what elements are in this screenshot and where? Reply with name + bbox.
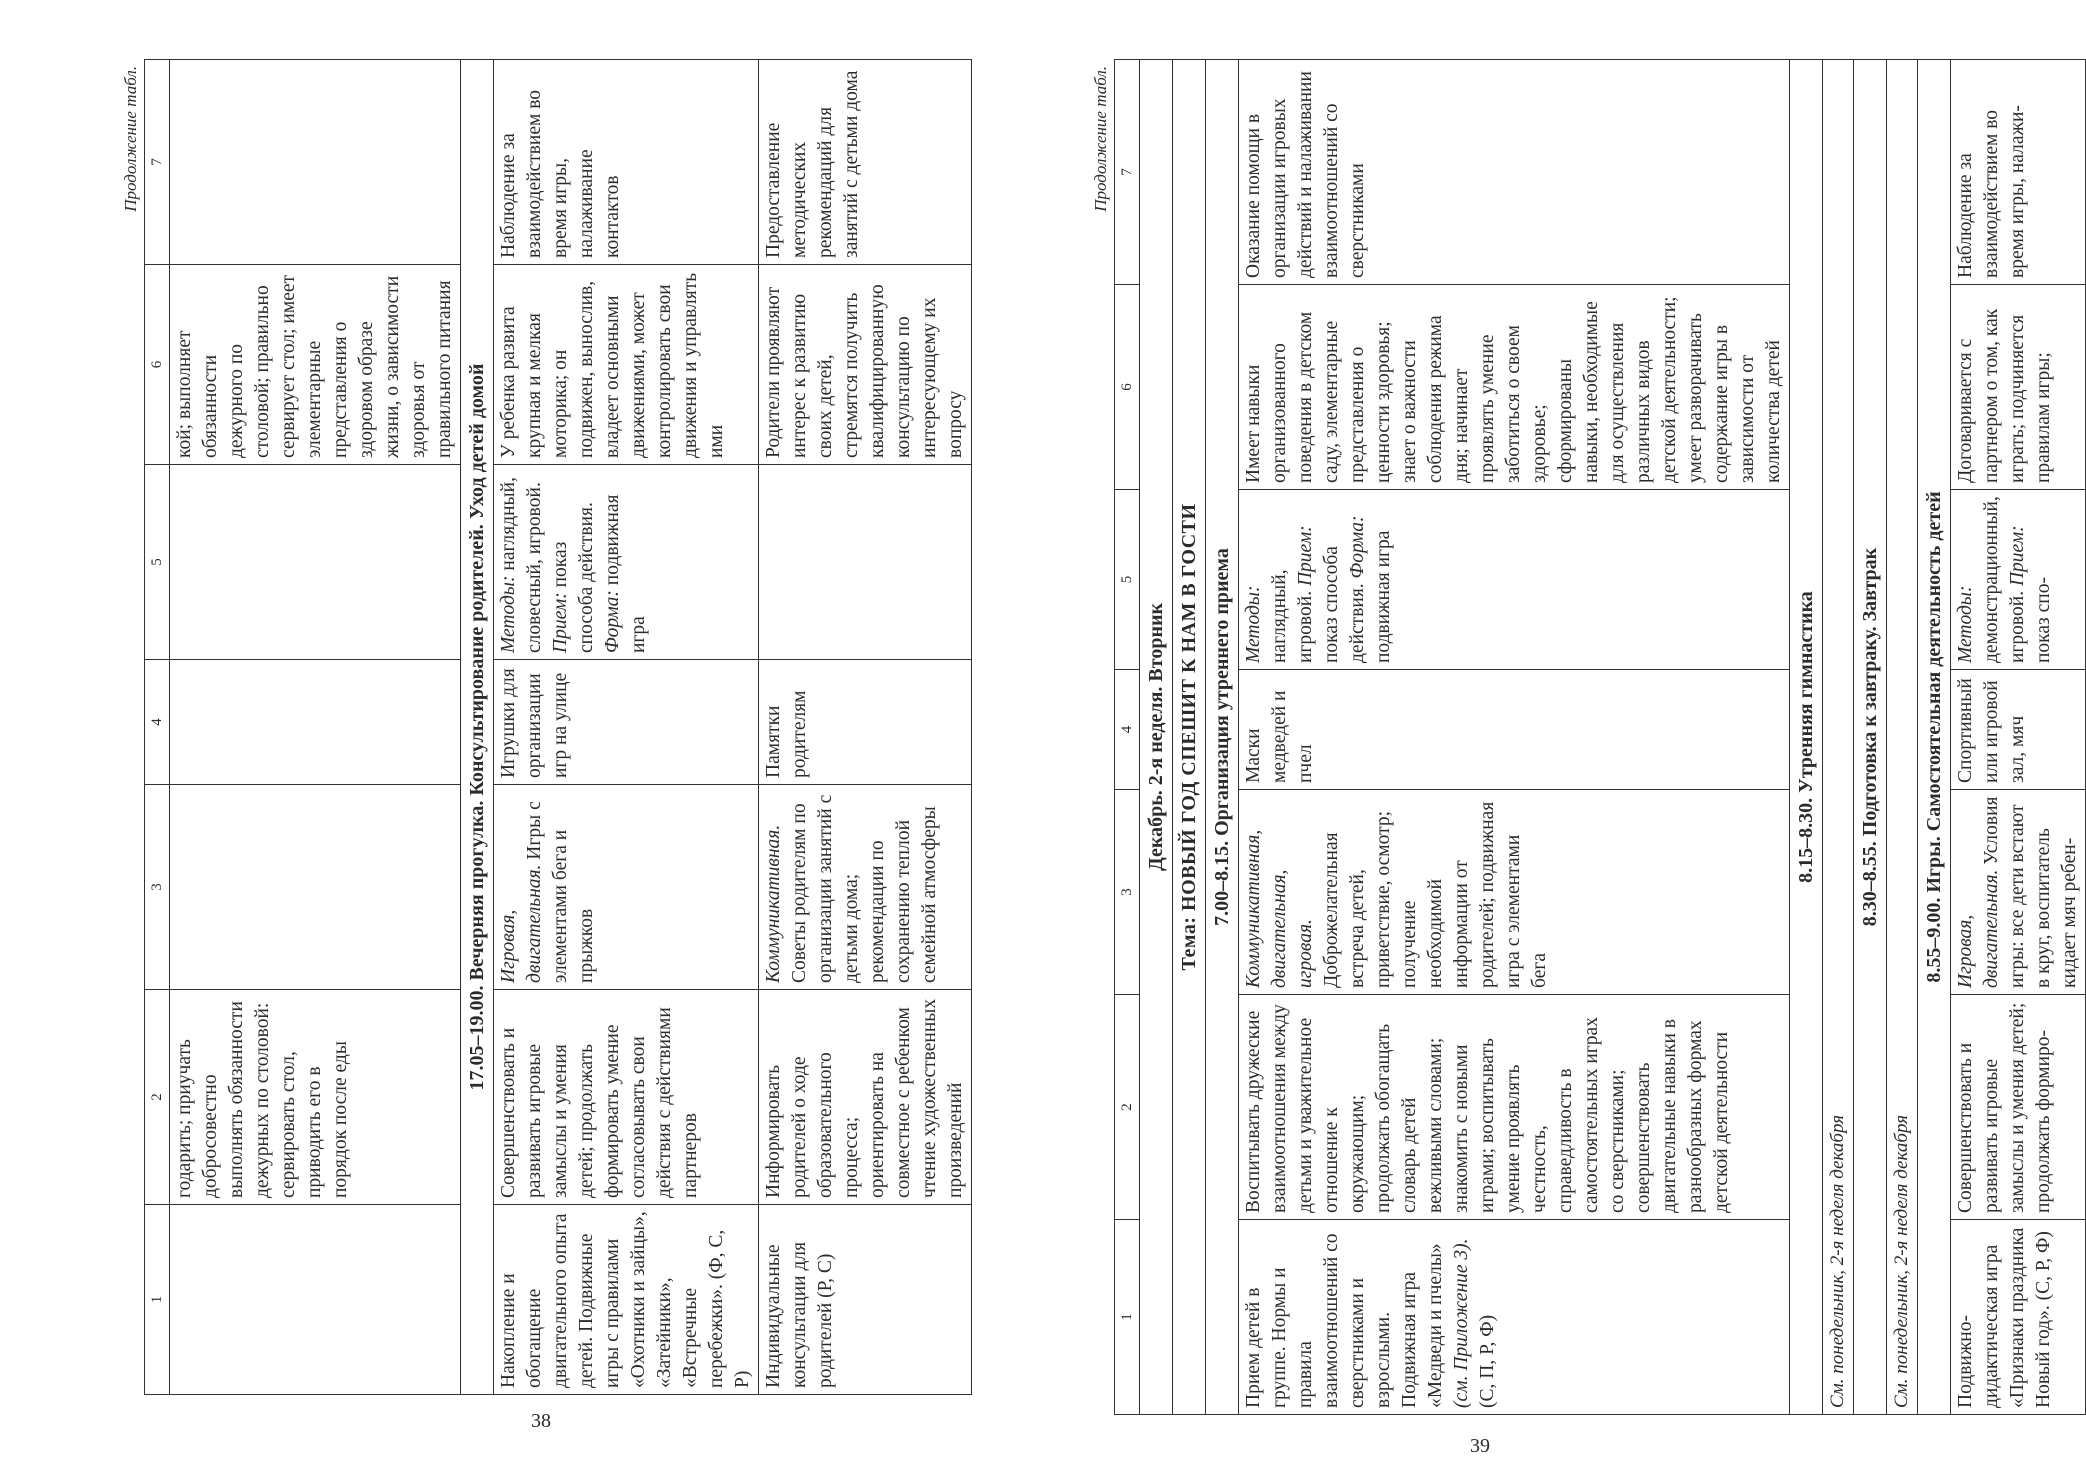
activity-text: Советы родителям по организации занятий с детьми дома; рекомендации по сохранению теплой семейной атмосферы [789, 794, 940, 983]
activity-type: Коммуникативная, двигательная, игровая. [1243, 829, 1316, 988]
cell-text: Прием детей в группе. Нормы и правила взаимоотношений со сверстниками и взрослыми. Подвижная игра «Медведи и пчелы» [1243, 1233, 1446, 1408]
section-title: 8.55–9.00. Игры. Самостоятельная деятельность детей [1918, 60, 1951, 1415]
theme-label: Тема: [1178, 916, 1200, 971]
methods-label: Методы: [1243, 585, 1264, 663]
appendix-ref: (см. Приложение 3). [1451, 1238, 1472, 1408]
week-header: Декабрь. 2-я неделя. Вторник [1140, 60, 1173, 1415]
cell [1239, 490, 1790, 670]
table-row [1951, 60, 2086, 1415]
form-text: подвижная игра [1373, 530, 1394, 663]
cell [759, 785, 972, 990]
page-left [0, 0, 1000, 1462]
activity-type: Игровая, двигательная. [1955, 869, 2002, 988]
theme-text: НОВЫЙ ГОД СПЕШИТ К НАМ В ГОСТИ [1178, 503, 1200, 911]
methods-text: демонстрационный, игровой. [1981, 496, 2028, 663]
continuation-label-right: Продолжение табл. [1091, 66, 1110, 212]
technique-label: Прием: [1295, 525, 1316, 587]
table-row [759, 60, 972, 1395]
cell [1239, 790, 1790, 995]
cell: Индивидуальные консультации для родителей (Р, С) [759, 1205, 972, 1395]
note-row [1887, 60, 1918, 1415]
cell [170, 785, 461, 990]
methods-label: Методы: [1955, 585, 1976, 663]
section-title: 8.15–8.30. Утренняя гимнастика [1790, 60, 1823, 1415]
technique-label: Прием: [550, 592, 571, 653]
section-title: 8.30–8.55. Подготовка к завтраку. Завтрак [1854, 60, 1887, 1415]
cell: Договаривается с партнером о том, как играть; подчиняется правилам игры; [1951, 285, 2086, 490]
col-num-2: 2 [1115, 995, 1140, 1220]
table-row [170, 60, 461, 1395]
page-number-right: 39 [1470, 1435, 1490, 1457]
note-row [1823, 60, 1854, 1415]
cell: Оказание помощи в организации игровых действий и налаживании взаимоотношений со сверстниками [1239, 60, 1790, 285]
technique-label: Прием: [2007, 525, 2028, 587]
see-also-note: См. понедельник, 2-я неделя декабря [1823, 60, 1854, 1415]
methods-label: Методы: [498, 575, 519, 653]
plan-table-right [1114, 59, 2086, 1415]
col-num-5: 5 [1115, 490, 1140, 670]
see-also-note: См. понедельник, 2-я неделя декабря [1887, 60, 1918, 1415]
section-row [1790, 60, 1823, 1415]
activity-text: Условия игры: все дети встают в круг, воспитатель кидает мяч ребен- [1981, 796, 2080, 988]
activity-type: Коммуникативная. [763, 824, 784, 983]
rotated-table-left [118, 60, 966, 1395]
cell: Совершенствовать и развивать игровые замыслы и умения детей; продолжать формировать умение согласовывать свои действия с действиями партнеров [494, 990, 759, 1205]
form-text: подвижная игра [602, 494, 649, 653]
col-num-5: 5 [145, 465, 170, 660]
technique-text: показ способа действия. [1321, 546, 1368, 663]
methods-text: наглядный, словесный, игровой. [498, 477, 545, 653]
cell [759, 465, 972, 660]
cell: Предоставление методических рекомендаций для занятий с детьми дома [759, 60, 972, 265]
page-right [1000, 0, 2080, 1462]
form-label: Форма: [602, 590, 623, 653]
cell [170, 60, 461, 265]
col-num-6: 6 [1115, 285, 1140, 490]
cell [170, 1205, 461, 1395]
cell: У ребенка развита крупная и мелкая моторика; он подвижен, вынослив, владеет основными движениями, может контролировать свои движения и управлять ими [494, 265, 759, 465]
cell: Наблюдение за взаимодействием во время игры, налажи- [1951, 60, 2086, 285]
cell: Спортивный или игровой зал, мяч [1951, 670, 2086, 790]
cell: Совершенствовать и развивать игровые замыслы и умения детей; продолжать формиро- [1951, 995, 2086, 1220]
table-row [494, 60, 759, 1395]
cell: Маски медведей и пчел [1239, 670, 1790, 790]
cell [170, 465, 461, 660]
cell [494, 465, 759, 660]
col-num-3: 3 [1115, 790, 1140, 995]
table-row [1239, 60, 1790, 1415]
col-num-6: 6 [145, 265, 170, 465]
cell [1951, 490, 2086, 670]
section-title: 7.00–8.15. Организация утреннего приема [1206, 60, 1239, 1415]
cell: Имеет навыки организованного поведения в детском саду, элементарные представления о ценности здоровья; знает о важности соблюдения режима дня; начинает проявлять умение заботиться о своем здоровье; сформированы навыки, необходимые для осуществления различных видов детской деятельности; умеет разворачивать содержание игры в зависимости от количества детей [1239, 285, 1790, 490]
form-label: Форма: [1347, 515, 1368, 579]
section-row [1206, 60, 1239, 1415]
section-row [1854, 60, 1887, 1415]
section-title: 17.05–19.00. Вечерняя прогулка. Консультирование родителей. Уход детей домой [461, 60, 494, 1395]
section-row [1173, 60, 1206, 1415]
technique-text: показ спо- [2033, 577, 2054, 663]
cell: Памятки родителям [759, 660, 972, 785]
page-number-left: 38 [531, 1410, 551, 1432]
cell: кой; выполняет обязанности дежурного по столовой; правильно сервирует стол; имеет элементарные представления о здоровом образе жизни, о зависимости здоровья от правильного питания [170, 265, 461, 465]
cell [494, 785, 759, 990]
col-num-7: 7 [145, 60, 170, 265]
cell [1951, 790, 2086, 995]
col-num-2: 2 [145, 990, 170, 1205]
cell: Наблюдение за взаимодействием во время игры, налаживание контактов [494, 60, 759, 265]
cell: Родители проявляют интерес к развитию своих детей, стремятся получить квалифицированную консультацию по интересующему их вопросу [759, 265, 972, 465]
cell-tail: (С, П, Р, Ф) [1477, 1314, 1498, 1408]
section-row [1140, 60, 1173, 1415]
col-num-4: 4 [1115, 670, 1140, 790]
cell [170, 660, 461, 785]
cell: Игрушки для организации игр на улице [494, 660, 759, 785]
col-num-1: 1 [1115, 1220, 1140, 1415]
activity-type: Игровая, двигательная. [498, 864, 545, 983]
activity-text: Игры с элементами бега и прыжков [524, 801, 597, 983]
technique-text: показ способа действия. [550, 502, 597, 653]
cell: Подвижно-дидактическая игра «Признаки праздника Новый год». (С, Р, Ф) [1951, 1220, 2086, 1415]
continuation-label-left: Продолжение табл. [121, 66, 140, 212]
col-num-7: 7 [1115, 60, 1140, 285]
section-row [461, 60, 494, 1395]
col-num-3: 3 [145, 785, 170, 990]
cell: Воспитывать дружеские взаимоотношения между детьми и уважительное отношение к окружающим; продолжать обогащать словарь детей вежливыми словами; знакомить с новыми играми; воспитывать умение проявлять честность, справедливость в самостоятельных играх со сверстниками; совершенствовать двигательные навыки в разнообразных формах детской деятельности [1239, 995, 1790, 1220]
activity-text: Доброжелательная встреча детей, приветствие, осмотр; получение необходимой информации от родителей; подвижная игра с элементами бега [1321, 801, 1550, 988]
theme-title [1173, 60, 1206, 1415]
col-num-4: 4 [145, 660, 170, 785]
col-num-1: 1 [145, 1205, 170, 1395]
rotated-table-right [1088, 60, 2080, 1415]
plan-table-left [144, 59, 972, 1395]
column-number-row [1115, 60, 1140, 1415]
section-row [1918, 60, 1951, 1415]
cell: Информировать родителей о ходе образовательного процесса; ориентировать на совместное с ребенком чтение художественных произведений [759, 990, 972, 1205]
cell: годарить; приучать добросовестно выполнять обязанности дежурных по столовой: сервировать стол, приводить его в порядок после еды [170, 990, 461, 1205]
cell: Накопление и обогащение двигательного опыта детей. Подвижные игры с правилами «Охотники и зайцы», «Затейники», «Встречные перебежки». (Ф, С, Р) [494, 1205, 759, 1395]
methods-text: наглядный, игровой. [1269, 569, 1316, 663]
column-number-row [145, 60, 170, 1395]
cell [1239, 1220, 1790, 1415]
